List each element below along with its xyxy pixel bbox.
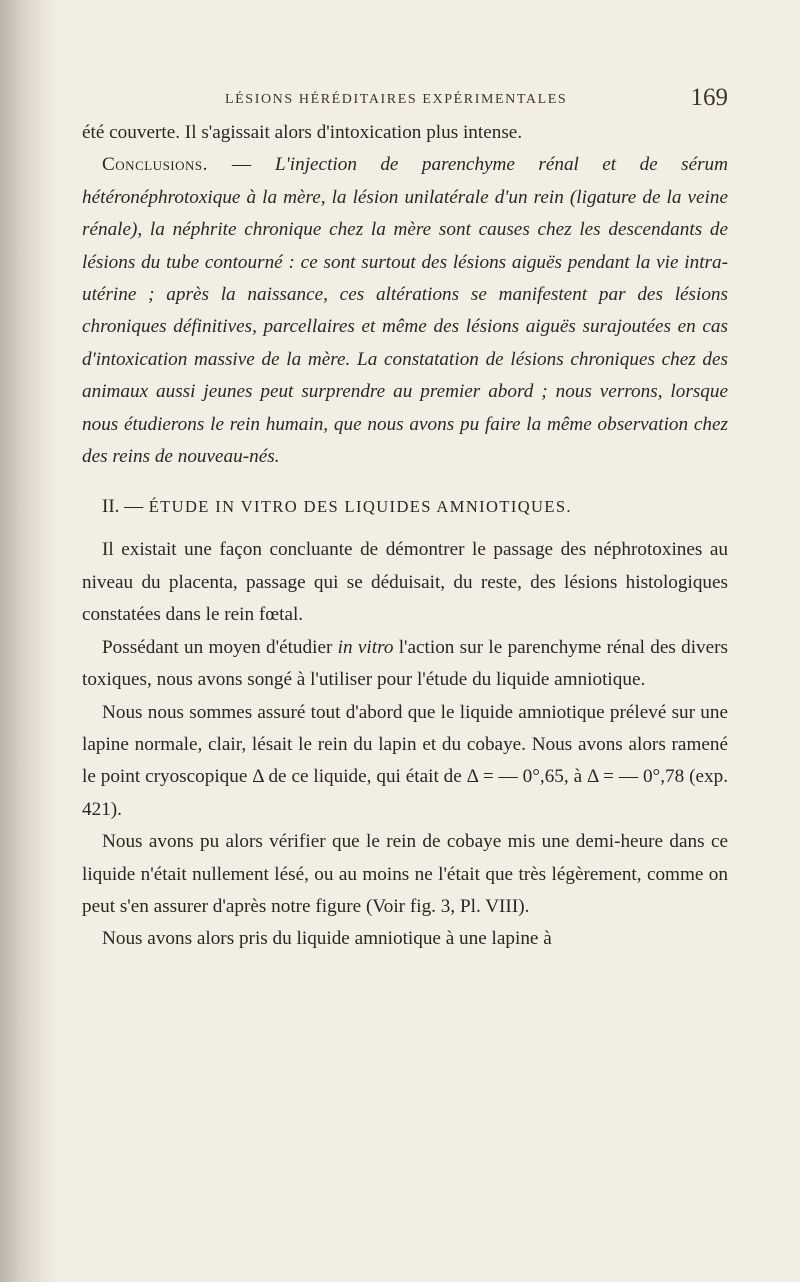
running-title: LÉSIONS HÉRÉDITAIRES EXPÉRIMENTALES: [225, 92, 568, 107]
paragraph-passage: Il existait une façon concluante de démontrer le passage des néphrotoxines au niveau du placenta, passage qui se déduisait, du reste, des lésions histologiques constatées dans le rein fœtal.: [82, 539, 728, 626]
conclusions-label: Conclusions. —: [102, 154, 252, 176]
in-vitro-term: in vitro: [337, 636, 394, 658]
paragraph-in-vitro-end: l'action sur le parenchyme rénal des divers toxiques, nous avons songé à l'utiliser pour l'étude du liquide amniotique.: [82, 636, 729, 691]
conclusions-paragraph: [82, 149, 728, 473]
running-head: [82, 84, 728, 114]
section-number: II. —: [102, 496, 144, 518]
paragraph-verification: Nous avons pu alors vérifier que le rein de cobaye mis une demi-heure dans ce liquide n'était nullement lésé, ou au moins ne l'était que très légèrement, comme on peut s'en assurer d'après notre figure (Voir fig. 3, Pl. VIII).: [82, 831, 728, 917]
section-title: ÉTUDE IN VITRO DES LIQUIDES AMNIOTIQUES.: [148, 497, 572, 517]
continuation-paragraph: été couverte. Il s'agissait alors d'intoxication plus intense.: [82, 122, 523, 143]
page-number: 169: [690, 84, 728, 111]
paragraph-in-vitro-start: Possédant un moyen d'étudier: [102, 636, 333, 658]
conclusions-text: L'injection de parenchyme rénal et de sérum hétéronéphrotoxique à la mère, la lésion unilatérale d'un rein (ligature de la veine rénale), la néphrite chronique chez la mère sont causes chez les descendants de lésions du tube contourné : ce sont surtout des lésions aiguës pendant la vie intra-utérine ; après la naissance, ces altérations se manifestent par des lésions chroniques définitives, parcellaires et même des lésions aiguës surajoutées en cas d'intoxication massive de la mère. La constatation de lésions chroniques chez des animaux aussi jeunes peut surprendre au premier abord ; nous verrons, lorsque nous étudierons le rein humain, que nous avons pu faire la même observation chez des reins de nouveau-nés.: [82, 154, 729, 468]
paragraph-amniotic: Nous avons alors pris du liquide amniotique à une lapine à: [102, 928, 552, 950]
binding-gutter-shadow: [0, 0, 60, 1282]
paragraph-cryoscopy: Nous nous sommes assuré tout d'abord que le liquide amniotique prélevé sur une lapine normale, clair, lésait le rein du lapin et du cobaye. Nous avons alors ramené le point cryoscopique Δ de ce liquide, qui était de Δ = — 0°,65, à Δ = — 0°,78 (exp. 421).: [82, 701, 728, 820]
book-page: [82, 0, 772, 1282]
paragraph-in-vitro: [82, 632, 728, 697]
body-text: [82, 117, 728, 956]
section-heading: [102, 492, 728, 522]
